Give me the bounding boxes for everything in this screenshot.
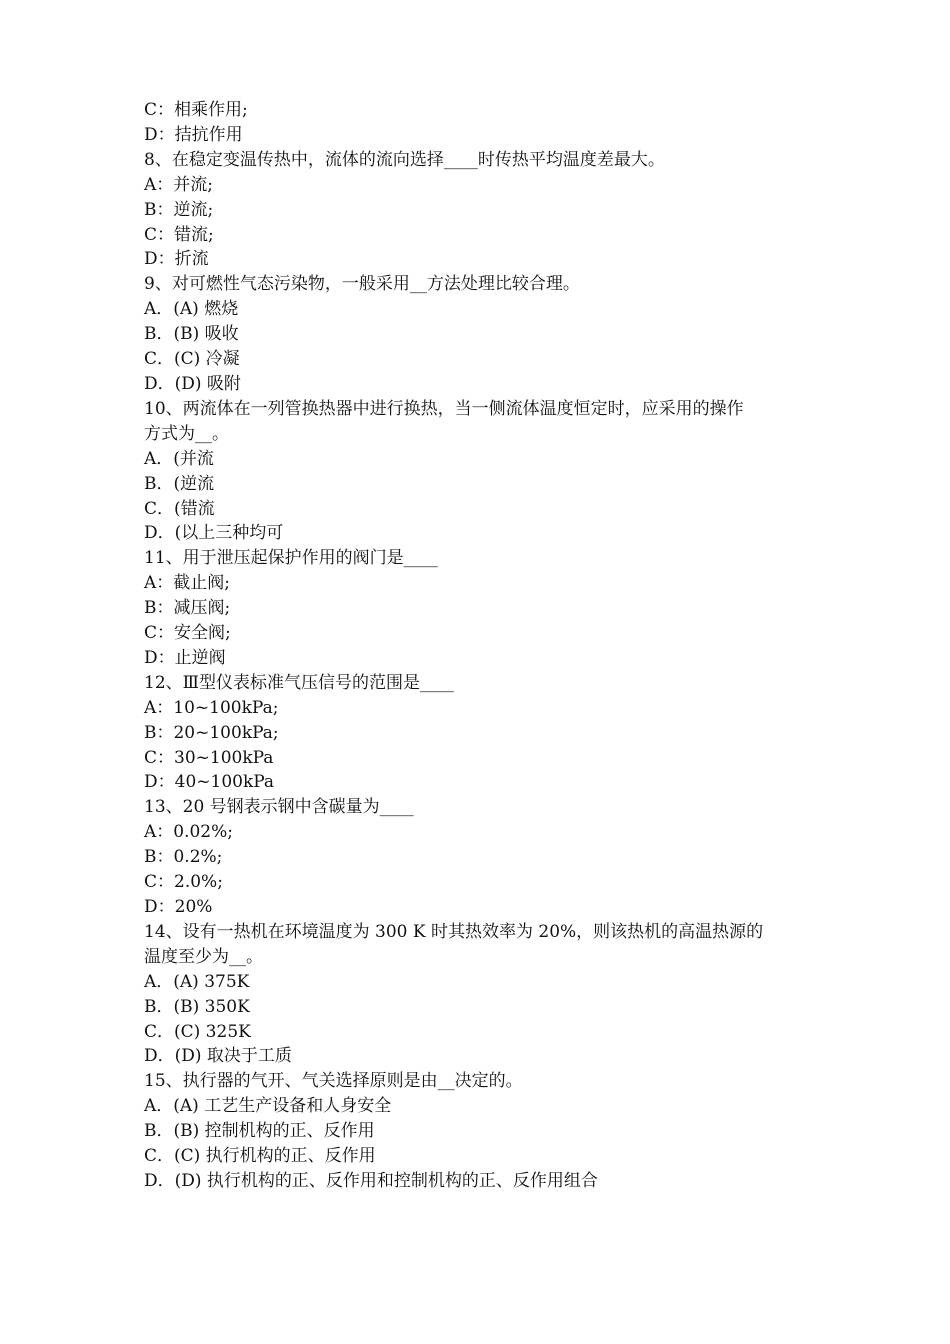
option-line: A：截止阀; [144,573,231,594]
option-line: D．(以上三种均可 [144,523,284,544]
option-line: B：减压阀; [144,598,231,619]
option-line: B：20~100kPa; [144,722,279,743]
option-line: C：30~100kPa [144,747,274,768]
option-line: C：错流; [144,224,214,245]
option-line: C：安全阀; [144,623,231,644]
question-11: 11、用于泄压起保护作用的阀门是____ [144,548,438,569]
option-line: A：10~100kPa; [144,697,279,718]
option-line: B．(逆流 [144,473,215,494]
option-line: D．(D) 取决于工质 [144,1046,292,1067]
option-line: D：40~100kPa [144,772,275,793]
text-line: D：拮抗作用 [144,124,243,145]
question-14-cont: 温度至少为__。 [144,946,263,967]
question-10: 10、两流体在一列管换热器中进行换热，当一侧流体温度恒定时，应采用的操作 [144,398,744,419]
question-14: 14、设有一热机在环境温度为 300 K 时其热效率为 20%，则该热机的高温热源的 [144,921,764,942]
option-line: C：2.0%; [144,872,223,893]
option-line: C．(错流 [144,498,215,519]
option-line: D．(D) 执行机构的正、反作用和控制机构的正、反作用组合 [144,1170,598,1191]
option-line: C．(C) 执行机构的正、反作用 [144,1146,376,1167]
option-line: B：逆流; [144,199,214,220]
option-line: C．(C) 325K [144,1021,251,1042]
question-15: 15、执行器的气开、气关选择原则是由__决定的。 [144,1071,523,1092]
option-line: B．(B) 吸收 [144,324,239,345]
option-line: C．(C) 冷凝 [144,349,240,370]
option-line: A．(并流 [144,448,214,469]
option-line: A：0.02%; [144,822,234,843]
document-body [144,98,814,1194]
option-line: B．(B) 控制机构的正、反作用 [144,1121,375,1142]
option-line: D：20% [144,897,213,917]
question-12: 12、Ⅲ型仪表标准气压信号的范围是____ [144,672,455,693]
text-line: C：相乘作用; [144,100,248,120]
question-9: 9、对可燃性气态污染物，一般采用__方法处理比较合理。 [144,274,580,295]
option-line: D．(D) 吸附 [144,373,241,394]
option-line: D：折流 [144,249,209,270]
option-line: A．(A) 375K [144,971,250,992]
option-line: B．(B) 350K [144,996,250,1017]
question-10-cont: 方式为__。 [144,423,229,444]
question-8: 8、在稳定变温传热中，流体的流向选择____时传热平均温度差最大。 [144,149,665,170]
option-line: B：0.2%; [144,847,223,868]
option-line: A：并流; [144,174,214,195]
option-line: D：止逆阀 [144,647,226,668]
option-line: A．(A) 工艺生产设备和人身安全 [144,1096,392,1117]
option-line: A．(A) 燃烧 [144,299,239,320]
question-13: 13、20 号钢表示钢中含碳量为____ [144,797,414,818]
